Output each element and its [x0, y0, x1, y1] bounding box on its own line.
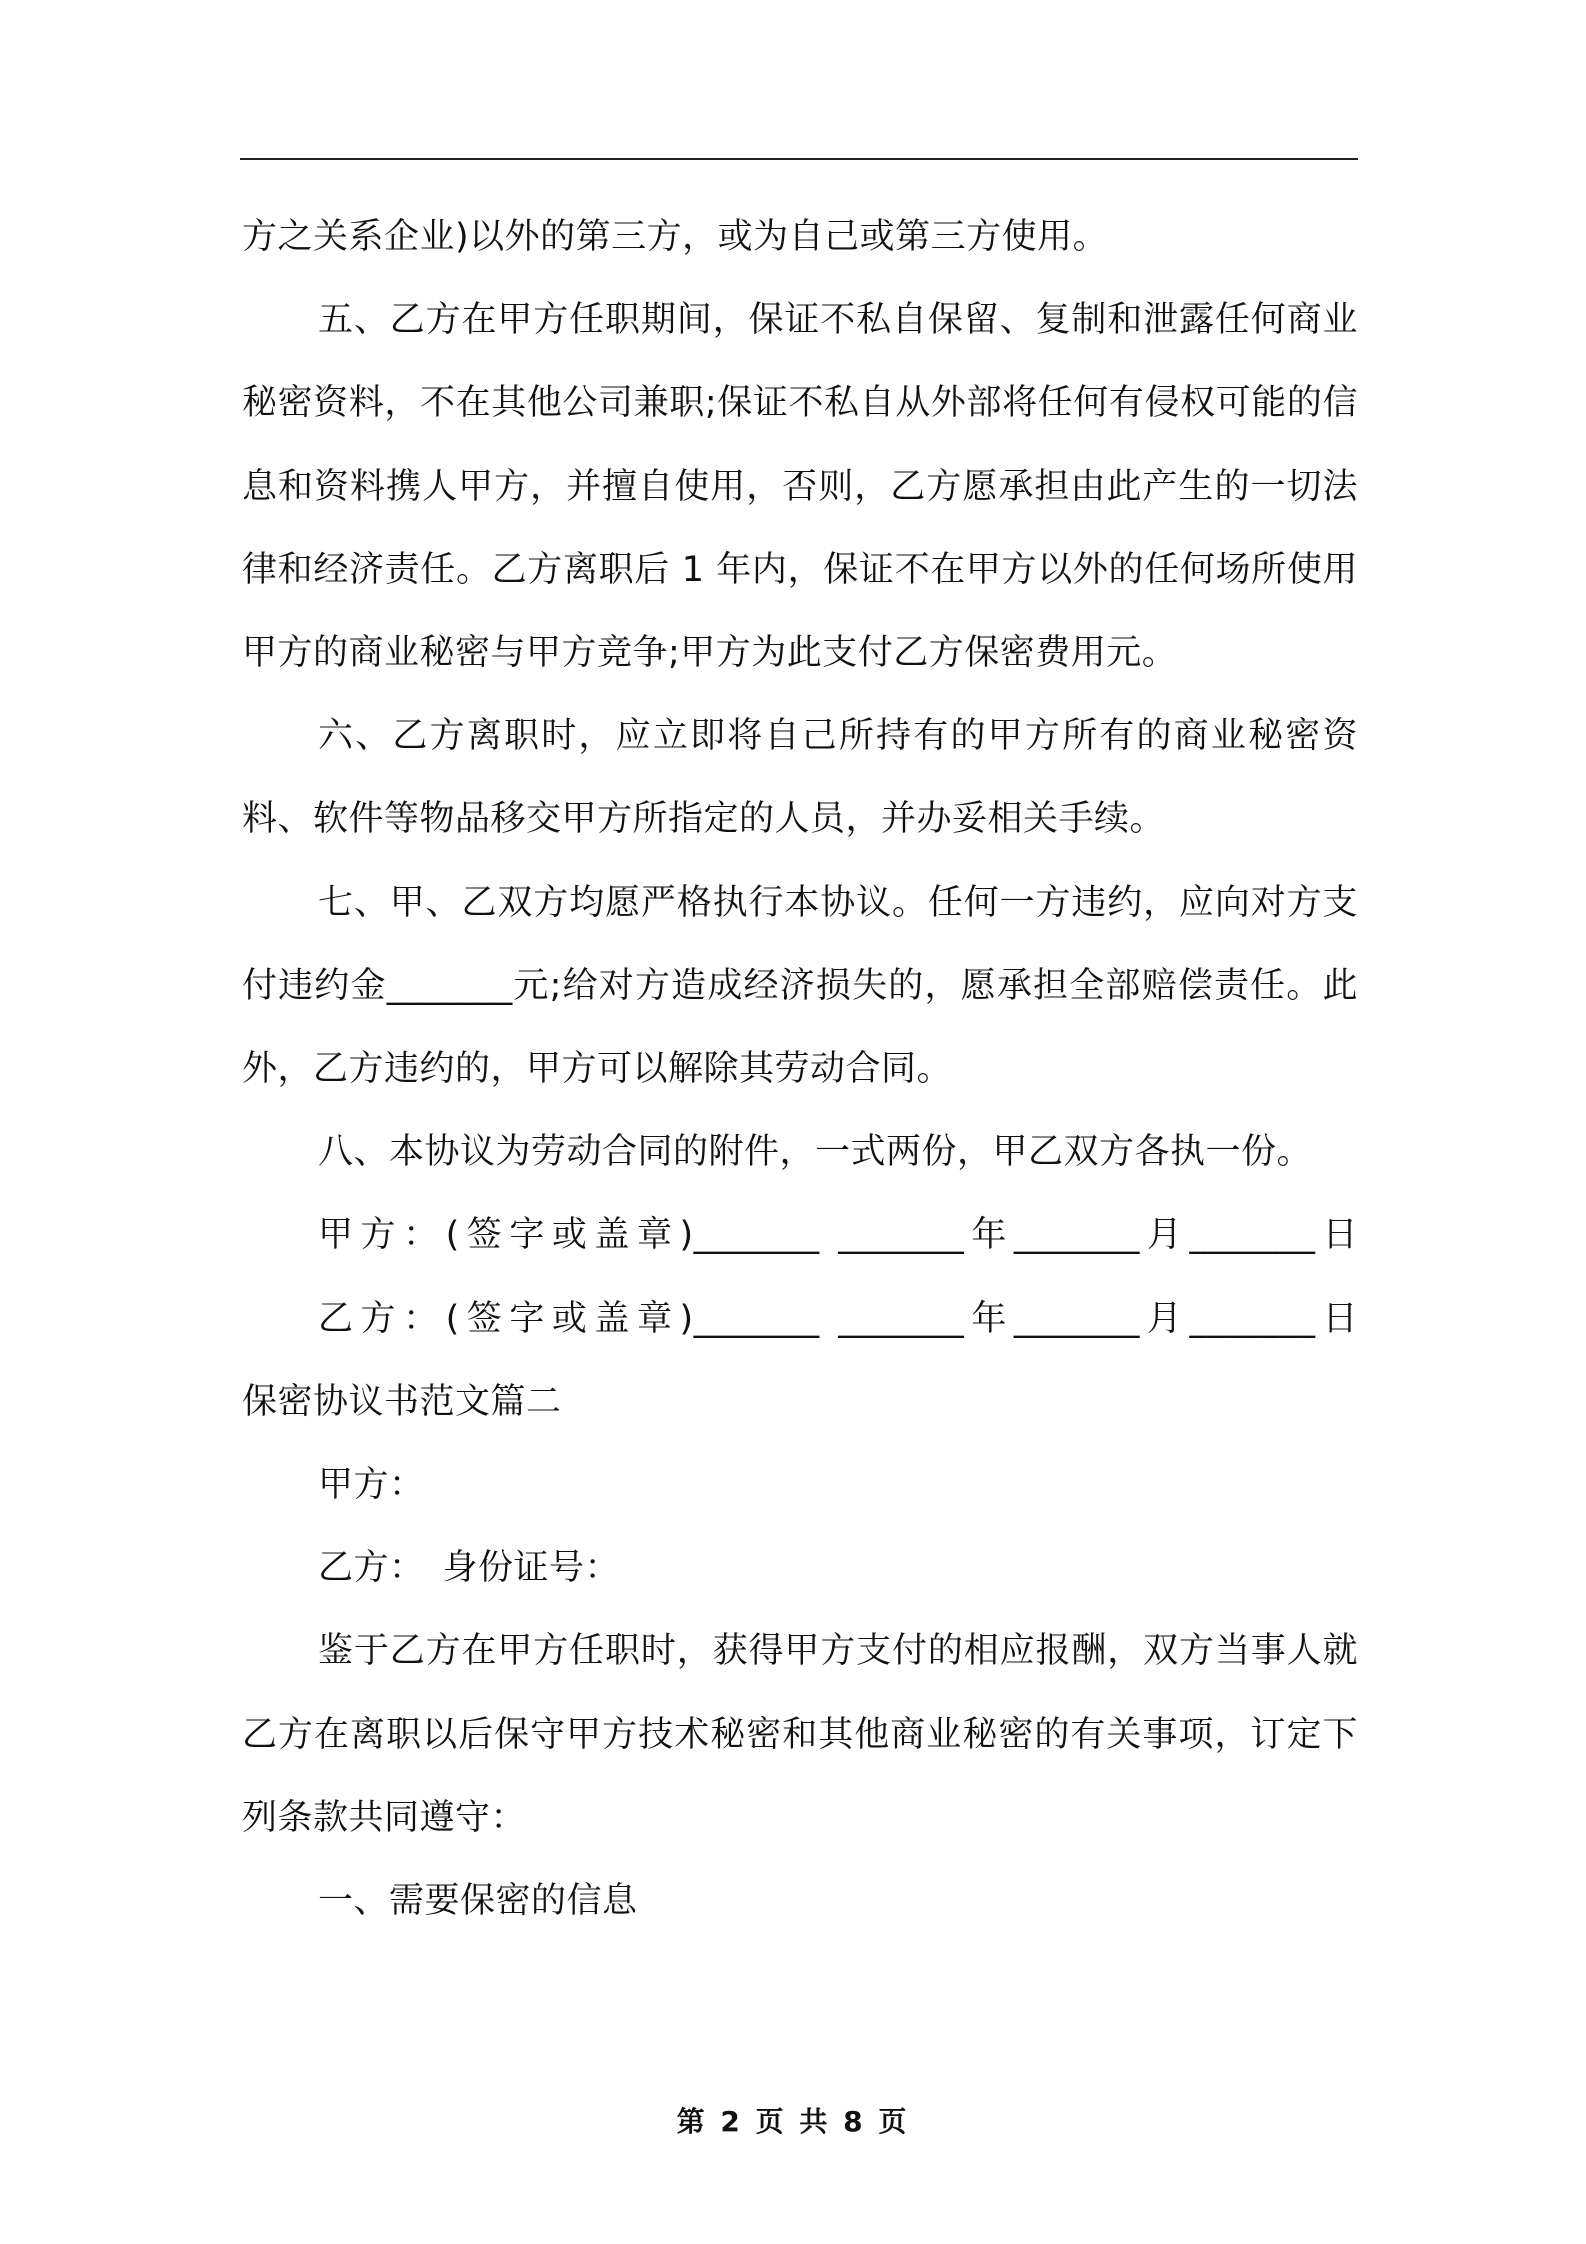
header-divider: [240, 158, 1358, 160]
clause-six: 六、乙方离职时，应立即将自己所持有的甲方所有的商业秘密资料、软件等物品移交甲方所指定的人员，并办妥相关手续。: [242, 716, 1358, 840]
page-indicator: 第 2 页 共 8 页: [676, 2105, 910, 2138]
document-body: [242, 196, 1358, 1943]
clause-seven: 七、甲、乙双方均愿严格执行本协议。任何一方违约，应向对方支付违约金_______元;给对方造成经济损失的，愿承担全部赔偿责任。此外，乙方违约的，甲方可以解除其劳动合同。: [242, 882, 1358, 1090]
party-a-signature-line: 甲方：(签字或盖章)_______ _______年_______月_______日: [318, 1215, 1358, 1256]
section-heading: 保密协议书范文篇二: [242, 1381, 562, 1422]
party-b-label: 乙方： 身份证号：: [318, 1548, 621, 1589]
party-a-label: 甲方：: [318, 1465, 425, 1506]
preamble-paragraph: 鉴于乙方在甲方任职时，获得甲方支付的相应报酬，双方当事人就乙方在离职以后保守甲方技术秘密和其他商业秘密的有关事项，订定下列条款共同遵守：: [242, 1631, 1358, 1838]
paragraph-continuation: 方之关系企业)以外的第三方，或为自己或第三方使用。: [242, 217, 1109, 257]
party-b-signature-line: 乙方：(签字或盖章)_______ _______年_______月_______日: [318, 1298, 1358, 1339]
clause-five: 五、乙方在甲方任职期间，保证不私自保留、复制和泄露任何商业秘密资料，不在其他公司兼职;保证不私自从外部将任何有侵权可能的信息和资料携人甲方，并擅自使用，否则，乙方愿承担由此产生的一切法律和经济责任。乙方离职后 1 年内，保证不在甲方以外的任何场所使用甲方的商业秘密与甲方竞争;甲方为此支付乙方保密费用元。: [242, 300, 1358, 674]
clause-eight: 八、本协议为劳动合同的附件，一式两份，甲乙双方各执一份。: [318, 1132, 1313, 1173]
clause-one-heading: 一、需要保密的信息: [318, 1881, 638, 1922]
